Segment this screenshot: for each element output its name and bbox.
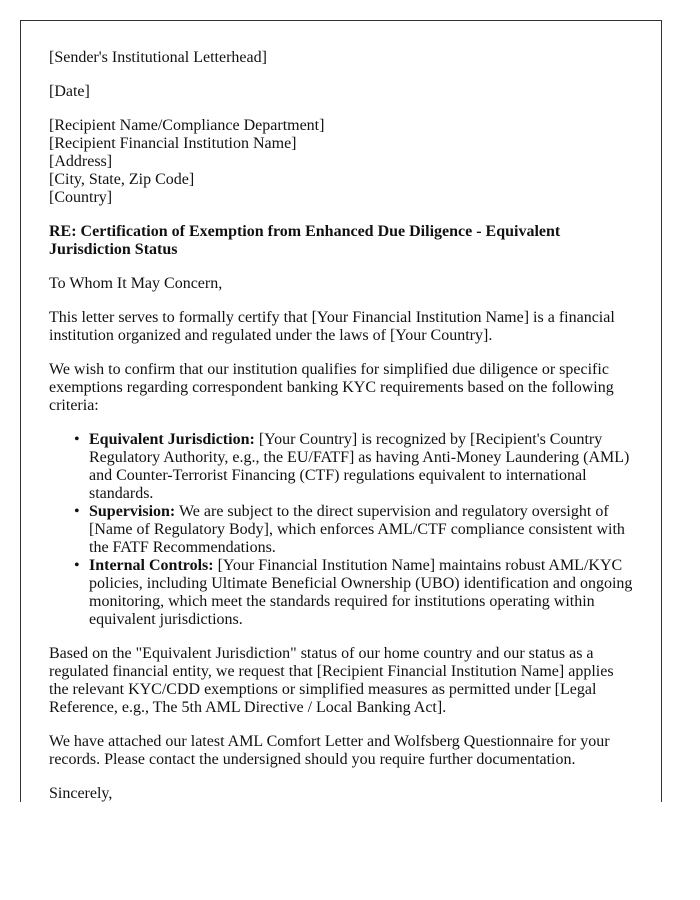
subject-line: RE: Certification of Exemption from Enhanced Due Diligence - Equivalent Jurisdiction Status bbox=[49, 223, 561, 258]
criteria-item-internal-controls bbox=[74, 557, 633, 629]
recipient-city-state-zip: [City, State, Zip Code] bbox=[49, 171, 195, 188]
bullet-icon: • bbox=[74, 503, 80, 520]
recipient-address: [Address] bbox=[49, 153, 113, 170]
qualification-paragraph: We wish to confirm that our institution qualifies for simplified due diligence or specific exemptions regarding correspondent banking KYC requirements based on the following criteria: bbox=[49, 361, 614, 414]
criteria-term: Equivalent Jurisdiction: bbox=[89, 431, 255, 448]
letterhead: [Sender's Institutional Letterhead] bbox=[49, 49, 267, 66]
attachments-paragraph: We have attached our latest AML Comfort Letter and Wolfsberg Questionnaire for your records. Please contact the undersigned should you require further documentation. bbox=[49, 733, 610, 768]
intro-paragraph: This letter serves to formally certify that [Your Financial Institution Name] is a financial institution organized and regulated under the laws of [Your Country]. bbox=[49, 309, 615, 344]
letter-date: [Date] bbox=[49, 83, 90, 100]
criteria-text: [Your Country] is recognized by [Recipient's Country Regulatory Authority, e.g., the EU/FATF] as having Anti-Money Laundering (AML) and Counter-Terrorist Financing (CTF) regulations equivalent to international standards. bbox=[89, 431, 630, 502]
recipient-institution: [Recipient Financial Institution Name] bbox=[49, 135, 297, 152]
criteria-list bbox=[49, 431, 633, 629]
recipient-name: [Recipient Name/Compliance Department] bbox=[49, 117, 325, 134]
bullet-icon: • bbox=[74, 431, 80, 448]
closing: Sincerely, bbox=[49, 785, 113, 802]
bullet-icon: • bbox=[74, 557, 80, 574]
criteria-item-supervision bbox=[74, 503, 633, 557]
criteria-item-equivalent-jurisdiction bbox=[74, 431, 633, 503]
criteria-text: [Your Financial Institution Name] maintains robust AML/KYC policies, including Ultimate Beneficial Ownership (UBO) identification and ongoing monitoring, which meet the standards required for institutions operating within equivalent jurisdictions. bbox=[89, 557, 633, 628]
criteria-term: Supervision: bbox=[89, 503, 176, 520]
recipient-country: [Country] bbox=[49, 189, 113, 206]
document-viewport bbox=[20, 20, 662, 802]
recipient-address-block bbox=[49, 117, 633, 207]
letter-page bbox=[20, 20, 662, 802]
request-paragraph: Based on the "Equivalent Jurisdiction" status of our home country and our status as a regulated financial entity, we request that [Recipient Financial Institution Name] applies the relevant KYC/CDD exemptions or simplified measures as permitted under [Legal Reference, e.g., The 5th AML Directive / Local Banking Act]. bbox=[49, 645, 614, 716]
salutation: To Whom It May Concern, bbox=[49, 275, 223, 292]
criteria-text: We are subject to the direct supervision and regulatory oversight of [Name of Regulatory Body], which enforces AML/CTF compliance consistent with the FATF Recommendations. bbox=[89, 503, 625, 556]
criteria-term: Internal Controls: bbox=[89, 557, 214, 574]
